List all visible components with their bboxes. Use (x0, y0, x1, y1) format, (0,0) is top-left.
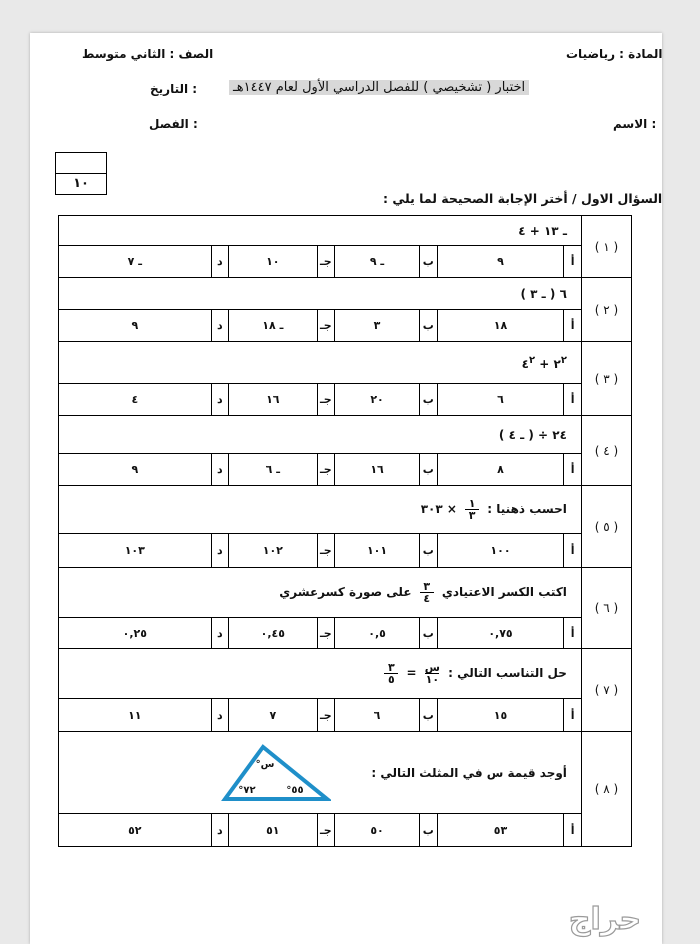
option-value[interactable]: ٩ (437, 246, 564, 278)
option-value[interactable]: ١٠٠ (437, 534, 564, 568)
option-value[interactable]: ٢٠ (335, 384, 420, 416)
option-letter: جـ (317, 384, 334, 416)
option-letter: د (211, 246, 228, 278)
question-stem: ٦ ( ـ ٣ ) (59, 278, 582, 310)
question-number: ( ٢ ) (581, 278, 631, 342)
option-letter: أ (564, 699, 581, 732)
score-box (55, 152, 107, 195)
option-value[interactable]: ١٦ (335, 454, 420, 486)
option-value[interactable]: ١٠١ (335, 534, 420, 568)
stem-base: ٢ (553, 356, 561, 371)
question-stem: ـ ١٣ + ٤ (59, 216, 582, 246)
options-row (59, 699, 632, 732)
stem-exponent: ٢ (560, 354, 567, 366)
option-letter: د (211, 618, 228, 649)
grade-label: الصف : الثاني متوسط (82, 47, 214, 61)
fraction-denominator: ٤ (423, 592, 431, 605)
option-value[interactable]: ٠,٤٥ (229, 618, 318, 649)
option-letter: د (211, 310, 228, 342)
question-stem (59, 732, 582, 814)
option-value[interactable]: ٥٣ (437, 814, 564, 847)
option-letter: جـ (317, 814, 334, 847)
option-letter: أ (564, 454, 581, 486)
option-letter: أ (564, 814, 581, 847)
watermark-logo (520, 897, 690, 939)
question-number: ( ٣ ) (581, 342, 631, 416)
question-stem-row (59, 416, 632, 454)
option-letter: أ (564, 534, 581, 568)
option-letter: أ (564, 246, 581, 278)
option-value[interactable]: ٤ (59, 384, 212, 416)
option-value[interactable]: ١٠٢ (229, 534, 318, 568)
question-stem-row (59, 568, 632, 618)
fraction-denominator: ٥ (387, 673, 395, 686)
option-letter: ب (420, 534, 437, 568)
stem-tail: على صورة كسرعشري (279, 585, 412, 599)
fraction-numerator: س (424, 661, 440, 674)
question-number: ( ٤ ) (581, 416, 631, 486)
name-label: الاسم : (613, 117, 657, 131)
option-value[interactable]: ـ ١٨ (229, 310, 318, 342)
stem-text: حل التناسب التالي : (448, 666, 567, 680)
angle-right-label: ٥٥° (286, 784, 305, 796)
option-letter: د (211, 814, 228, 847)
option-letter: جـ (317, 699, 334, 732)
option-letter: ب (420, 618, 437, 649)
options-row (59, 814, 632, 847)
option-value[interactable]: ٣ (335, 310, 420, 342)
questions-table (58, 215, 632, 847)
option-value[interactable]: ـ ٩ (335, 246, 420, 278)
option-value[interactable]: ٥٠ (335, 814, 420, 847)
option-value[interactable]: ٦ (437, 384, 564, 416)
option-letter: د (211, 454, 228, 486)
option-letter: ب (420, 246, 437, 278)
question-stem (59, 568, 582, 618)
fraction (384, 662, 398, 685)
option-value[interactable]: ٠,٧٥ (437, 618, 564, 649)
option-letter: ب (420, 310, 437, 342)
option-value[interactable]: ١٥ (437, 699, 564, 732)
option-value[interactable]: ـ ٧ (59, 246, 212, 278)
fraction-denominator: ١٠ (425, 673, 440, 686)
option-letter: ب (420, 699, 437, 732)
option-letter: جـ (317, 534, 334, 568)
options-row (59, 618, 632, 649)
option-value[interactable]: ١٨ (437, 310, 564, 342)
subject-label: المادة : رياضيات (566, 47, 663, 61)
option-value[interactable]: ١٠٣ (59, 534, 212, 568)
stem-text: اكتب الكسر الاعتيادي (441, 585, 567, 599)
options-row (59, 246, 632, 278)
class-label: الفصل : (149, 117, 198, 131)
option-value[interactable]: ٦ (335, 699, 420, 732)
option-letter: جـ (317, 246, 334, 278)
option-value[interactable]: ٠,٢٥ (59, 618, 212, 649)
date-label: التاريخ : (150, 82, 198, 96)
question-stem (59, 649, 582, 699)
fraction-numerator: ١ (468, 497, 476, 510)
question-number: ( ٨ ) (581, 732, 631, 847)
question-stem-row (59, 278, 632, 310)
options-row (59, 454, 632, 486)
fraction-numerator: ٣ (387, 661, 395, 674)
watermark-text: حراج (568, 902, 642, 937)
stem-text: أوجد قيمة س في المثلث التالي : (371, 765, 567, 780)
option-value[interactable]: ٥١ (229, 814, 318, 847)
options-row (59, 534, 632, 568)
option-letter: د (211, 384, 228, 416)
option-value[interactable]: ٠,٥ (335, 618, 420, 649)
options-row (59, 384, 632, 416)
option-value[interactable]: ١١ (59, 699, 212, 732)
option-letter: أ (564, 384, 581, 416)
option-letter: جـ (317, 618, 334, 649)
option-letter: ب (420, 814, 437, 847)
question-number: ( ٧ ) (581, 649, 631, 732)
question-stem-row (59, 342, 632, 384)
score-total: ١٠ (56, 173, 106, 194)
option-value[interactable]: ٧ (229, 699, 318, 732)
option-letter: د (211, 699, 228, 732)
question-number: ( ٥ ) (581, 486, 631, 568)
options-row (59, 310, 632, 342)
question-number: ( ٦ ) (581, 568, 631, 649)
angle-top-label: س° (256, 758, 275, 770)
option-letter: د (211, 534, 228, 568)
section-title: السؤال الاول / أختر الإجابة الصحيحة لما يلي : (383, 191, 663, 206)
option-letter: أ (564, 618, 581, 649)
option-value[interactable]: ٥٢ (59, 814, 212, 847)
question-stem (59, 342, 582, 384)
fraction-numerator: ٣ (423, 580, 431, 593)
option-letter: ب (420, 454, 437, 486)
score-earned (56, 153, 106, 173)
fraction-denominator: ٣ (468, 509, 476, 522)
fraction (425, 662, 440, 685)
stem-base: ٤ (521, 356, 529, 371)
stem-operator: + (539, 356, 550, 371)
option-value[interactable]: ٨ (437, 454, 564, 486)
question-stem-row (59, 649, 632, 699)
stem-tail: × ٣٠٣ (420, 502, 457, 516)
option-value[interactable]: ـ ٦ (229, 454, 318, 486)
fraction (465, 498, 479, 521)
option-value[interactable]: ١٦ (229, 384, 318, 416)
fraction (420, 581, 434, 604)
question-stem: ٢٤ ÷ ( ـ ٤ ) (59, 416, 582, 454)
exam-title: اختبار ( تشخيصي ) للفصل الدراسي الأول لعام ١٤٤٧هـ (229, 80, 529, 95)
equals-sign: = (406, 666, 417, 680)
option-letter: جـ (317, 454, 334, 486)
stem-exponent: ٢ (528, 354, 536, 366)
question-stem-row (59, 732, 632, 814)
option-value[interactable]: ٩ (59, 454, 212, 486)
triangle-figure (221, 743, 331, 803)
option-letter: ب (420, 384, 437, 416)
question-stem-row (59, 486, 632, 534)
question-stem-row (59, 216, 632, 246)
question-number: ( ١ ) (581, 216, 631, 278)
stem-text: احسب ذهنيا : (487, 502, 567, 516)
option-value[interactable]: ١٠ (229, 246, 318, 278)
angle-left-label: ٧٢° (238, 784, 257, 796)
option-letter: أ (564, 310, 581, 342)
option-letter: جـ (317, 310, 334, 342)
option-value[interactable]: ٩ (59, 310, 212, 342)
question-stem (59, 486, 582, 534)
